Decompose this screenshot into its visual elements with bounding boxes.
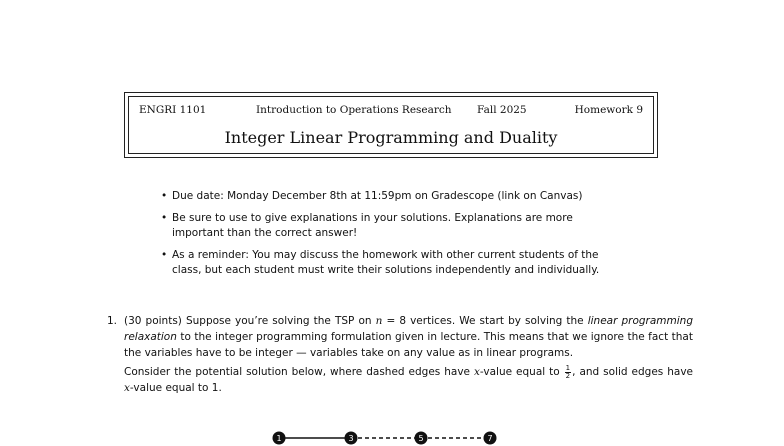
- bullet-text: As a reminder: You may discuss the homework with other current students of the class, but each student must write their solutions independently and individually.: [172, 249, 600, 276]
- problem-paragraph-1: (30 points) Suppose you’re solving the TSP on n = 8 vertices. We start by solving the linear programming relaxation to the integer programming formulation given in lecture. This means that we ignore the fact that the variables have to be integer — variables take on any value as in linear programs.: [124, 315, 693, 359]
- header-inner-border: [128, 96, 654, 154]
- graph-node: [273, 432, 286, 445]
- fraction-one-half: $\frac{1}{2}$: [565, 363, 571, 380]
- graph-node: [415, 432, 428, 445]
- emphasis-text: linear programming relaxation: [124, 315, 693, 343]
- tsp-graph: [260, 426, 520, 446]
- header-row: [139, 104, 643, 118]
- term: Fall 2025: [477, 104, 527, 116]
- math-n: n: [375, 315, 383, 327]
- math-x: x: [473, 366, 480, 378]
- bullet-icon: •: [161, 212, 168, 224]
- list-item: [160, 248, 620, 278]
- homework-label: Homework 9: [574, 104, 643, 116]
- node-label: 7: [487, 434, 493, 443]
- graph-node: [345, 432, 358, 445]
- bullet-text: Be sure to use to give explanations in your solutions. Explanations are more important than the correct answer!: [172, 212, 573, 239]
- course-name: Introduction to Operations Research: [256, 104, 452, 116]
- graph-node: [484, 432, 497, 445]
- bullet-icon: •: [161, 249, 168, 261]
- list-item: [160, 189, 620, 204]
- list-item: [160, 211, 620, 241]
- node-label: 1: [276, 434, 282, 443]
- node-label: 5: [418, 434, 424, 443]
- problem-1: [107, 313, 693, 399]
- instructions-list: [160, 189, 620, 285]
- page-title: Integer Linear Programming and Duality: [224, 128, 558, 147]
- math-x: x: [124, 382, 130, 394]
- course-code: ENGRI 1101: [139, 104, 207, 116]
- problem-body: [124, 313, 693, 396]
- problem-number: 1.: [107, 315, 118, 327]
- header-box: [124, 92, 658, 158]
- bullet-text: Due date: Monday December 8th at 11:59pm on Gradescope (link on Canvas): [172, 190, 583, 202]
- node-label: 3: [348, 434, 354, 443]
- bullet-icon: •: [161, 190, 168, 202]
- problem-paragraph-2: Consider the potential solution below, where dashed edges have x-value equal to $\frac{1}{2}$ , and solid edges have x-value equal to 1.: [124, 363, 693, 394]
